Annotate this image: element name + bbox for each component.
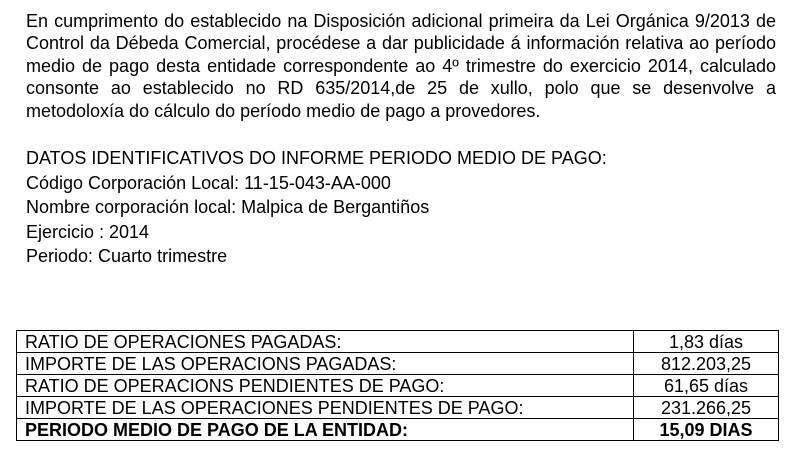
fiscal-year: Ejercicio : 2014 <box>26 221 150 242</box>
table-row <box>17 375 779 397</box>
row-value: 61,65 días <box>634 375 779 397</box>
table-row <box>17 353 779 375</box>
intro-paragraph: En cumprimento do establecido na Disposición adicional primeira da Lei Orgánica 9/2013 de Control da Débeda Comercial, procédese a dar publicidade á información relativa ao período medio de pago desta entidade correspondente ao 4º trimestre do exercicio 2014, calculado consonte ao establecido no RD 635/2014,de 25 de xullo, polo que se desenvolve a metodoloxía do cálculo do período medio de pago a provedores. <box>26 11 776 121</box>
row-value: 1,83 días <box>634 331 779 353</box>
table-row <box>17 331 779 353</box>
corporation-name: Nombre corporación local: Malpica de Bergantiños <box>26 197 430 218</box>
total-row <box>17 419 779 441</box>
identification-section <box>26 146 776 269</box>
row-label: IMPORTE DE LAS OPERACIONES PENDIENTES DE PAGO: <box>17 397 634 419</box>
row-value: 231.266,25 <box>634 397 779 419</box>
total-value: 15,09 DIAS <box>634 419 779 441</box>
document-page <box>26 10 776 269</box>
table-row <box>17 397 779 419</box>
corporation-code: Código Corporación Local: 11-15-043-AA-000 <box>26 172 391 193</box>
row-label: RATIO DE OPERACIONS PENDIENTES DE PAGO: <box>17 375 634 397</box>
row-value: 812.203,25 <box>634 353 779 375</box>
reporting-period: Periodo: Cuarto trimestre <box>26 246 228 267</box>
identification-heading: DATOS IDENTIFICATIVOS DO INFORME PERIODO MEDIO DE PAGO: <box>26 148 607 169</box>
total-label: PERIODO MEDIO DE PAGO DE LA ENTIDAD: <box>17 419 634 441</box>
payment-period-table <box>16 330 779 441</box>
row-label: IMPORTE DE LAS OPERACIONS PAGADAS: <box>17 353 634 375</box>
row-label: RATIO DE OPERACIONES PAGADAS: <box>17 331 634 353</box>
